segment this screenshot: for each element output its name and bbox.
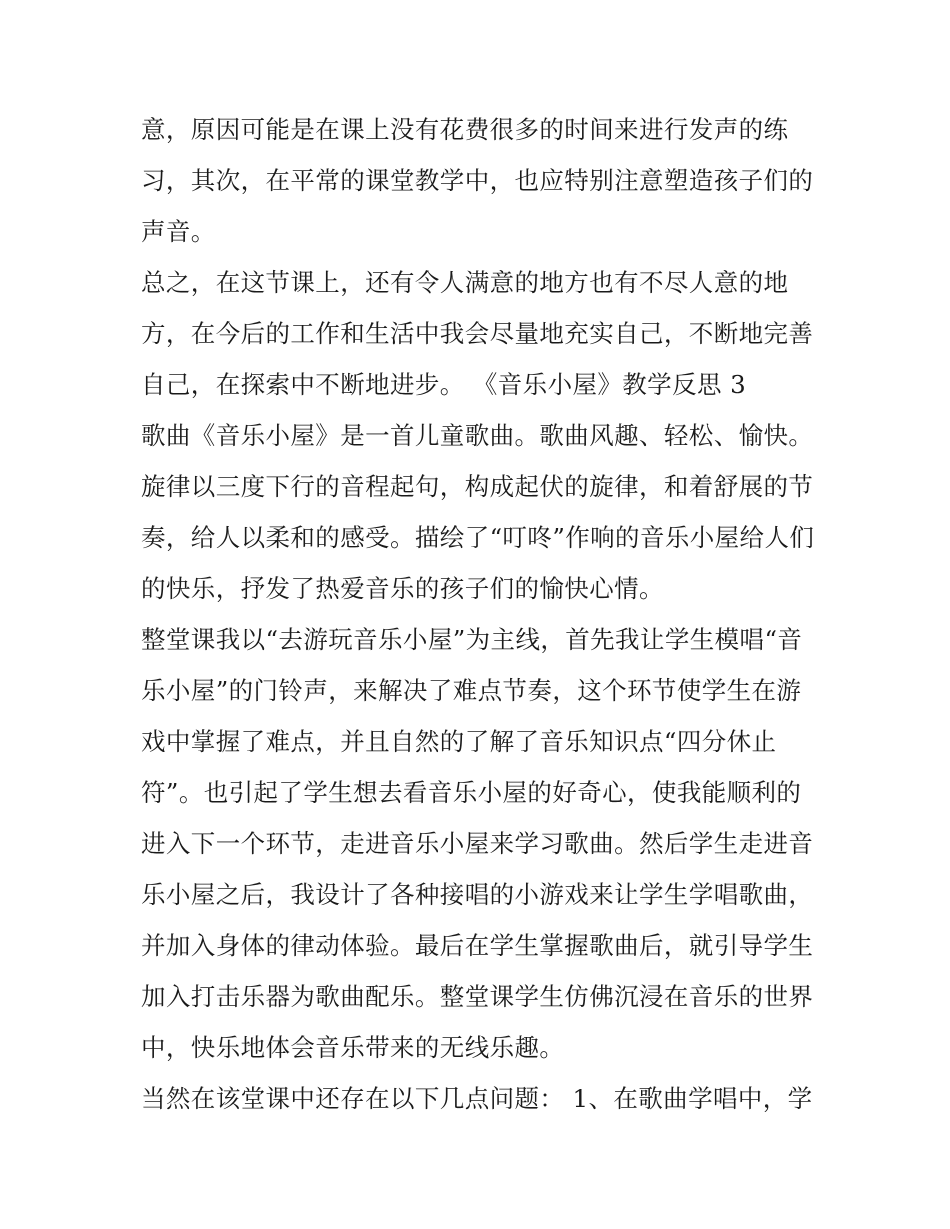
text-line: 符”。也引起了学生想去看音乐小屋的好奇心，使我能顺利的	[141, 778, 802, 807]
text-line: 奏，给人以柔和的感受。描绘了“叮咚”作响的音乐小屋给人们	[141, 523, 815, 552]
text-line: 乐小屋”的门铃声，来解决了难点节奏，这个环节使学生在游	[141, 676, 802, 705]
text-line: 习，其次，在平常的课堂教学中，也应特别注意塑造孩子们的	[141, 166, 814, 195]
text-line: 当然在该堂课中还存在以下几点问题： 1、在歌曲学唱中，学	[141, 1084, 813, 1113]
text-line: 进入下一个环节，走进音乐小屋来学习歌曲。然后学生走进音	[141, 829, 814, 858]
text-line: 意，原因可能是在课上没有花费很多的时间来进行发声的练	[141, 115, 789, 144]
text-line: 总之，在这节课上，还有令人满意的地方也有不尽人意的地	[141, 268, 789, 297]
text-line: 的快乐，抒发了热爱音乐的孩子们的愉快心情。	[141, 574, 664, 603]
text-line: 自己，在探索中不断地进步。 《音乐小屋》教学反思 3	[141, 370, 747, 399]
text-line: 旋律以三度下行的音程起句，构成起伏的旋律，和着舒展的节	[141, 472, 814, 501]
text-line: 方，在今后的工作和生活中我会尽量地充实自己，不断地完善	[141, 319, 814, 348]
text-line: 歌曲《音乐小屋》是一首儿童歌曲。歌曲风趣、轻松、愉快。	[141, 421, 814, 450]
text-line: 并加入身体的律动体验。最后在学生掌握歌曲后，就引导学生	[141, 931, 814, 960]
text-line: 乐小屋之后，我设计了各种接唱的小游戏来让学生学唱歌曲，	[141, 880, 814, 909]
text-line: 加入打击乐器为歌曲配乐。整堂课学生仿佛沉浸在音乐的世界	[141, 982, 814, 1011]
text-line: 声音。	[141, 217, 216, 246]
text-line: 中，快乐地体会音乐带来的无线乐趣。	[141, 1033, 565, 1062]
text-line: 整堂课我以“去游玩音乐小屋”为主线，首先我让学生模唱“音	[141, 625, 803, 654]
text-line: 戏中掌握了难点，并且自然的了解了音乐知识点“四分休止	[141, 727, 777, 756]
